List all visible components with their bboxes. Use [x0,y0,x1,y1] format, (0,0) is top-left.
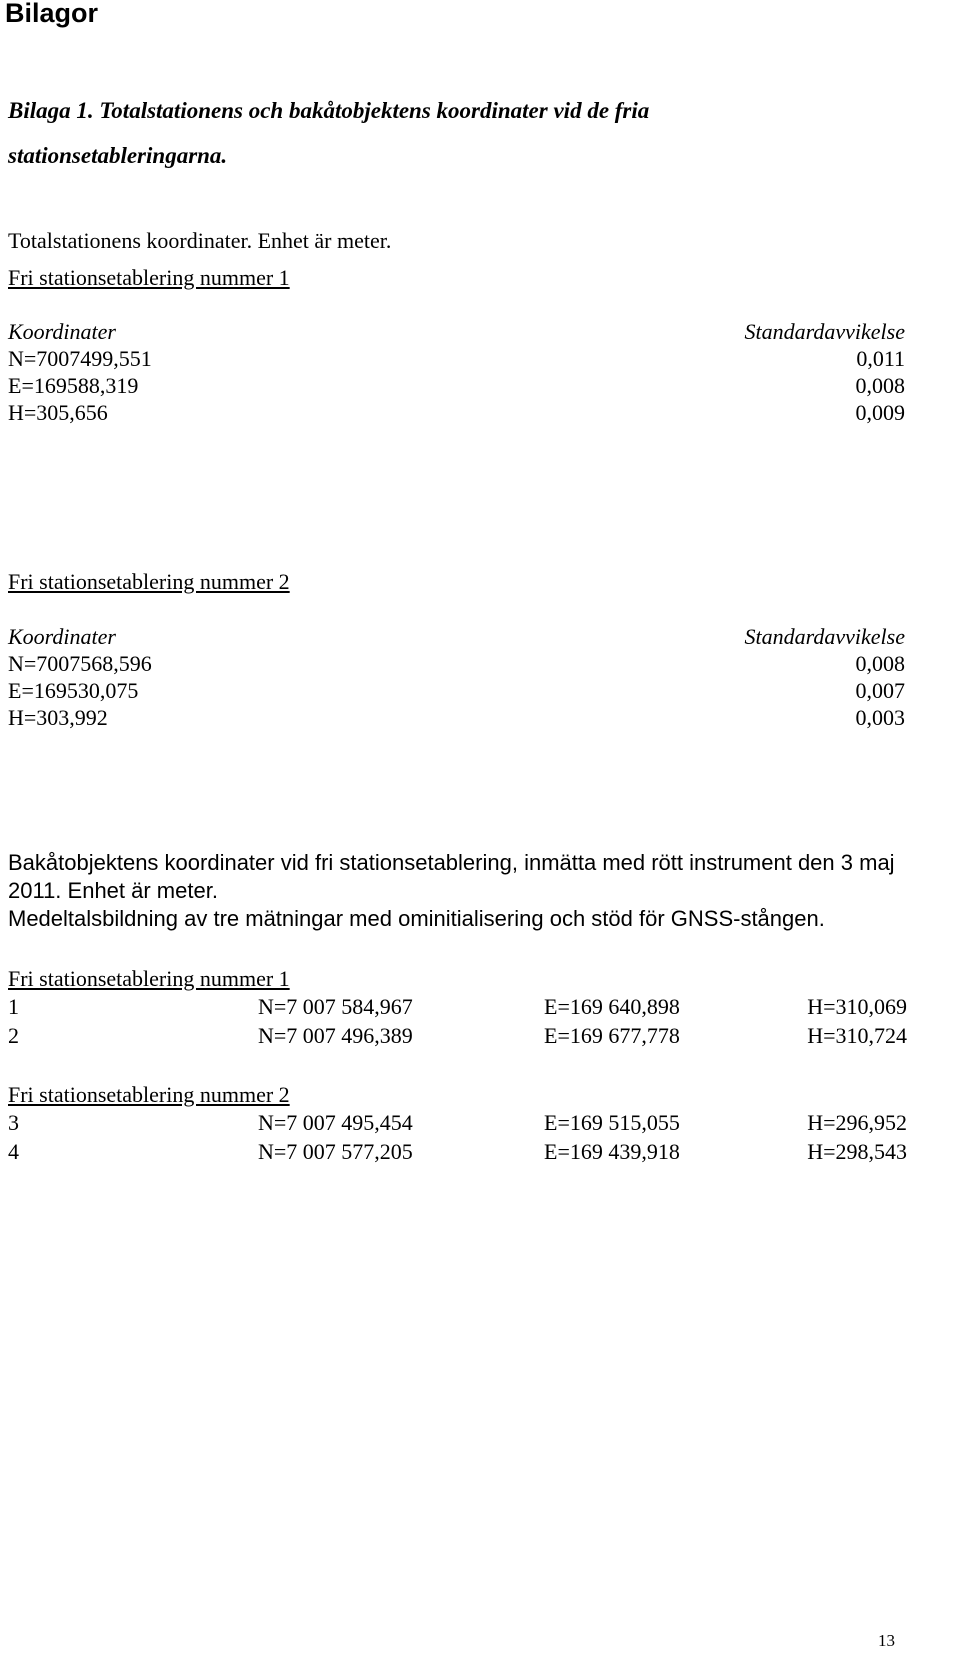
backsight-point1-h: H=310,069 [807,994,907,1019]
station2-title: Fri stationsetablering nummer 2 [8,569,290,594]
backsight-point3-e: E=169 515,055 [544,1110,680,1135]
station1-title: Fri stationsetablering nummer 1 [8,265,290,290]
backsight-group2-title: Fri stationsetablering nummer 2 [8,1082,290,1107]
backsight-point3-h: H=296,952 [807,1110,907,1135]
backsight-point3-n: N=7 007 495,454 [258,1110,413,1135]
section2-intro-line1: Bakåtobjektens koordinater vid fri stationsetablering, inmätta med rött instrument den 3 maj [8,850,895,875]
station2-std-header: Standardavvikelse [744,624,905,649]
station1-row-n-coord: N=7007499,551 [8,346,152,371]
backsight-group1-title: Fri stationsetablering nummer 1 [8,966,290,991]
page-number: 13 [878,1631,895,1650]
backsight-point2-id: 2 [8,1023,19,1048]
station2-row-e-coord: E=169530,075 [8,678,139,703]
station1-row-e-coord: E=169588,319 [8,373,139,398]
station2-row-n-std: 0,008 [855,651,905,676]
section2-intro-line3: Medeltalsbildning av tre mätningar med ominitialisering och stöd för GNSS-stången. [8,906,825,931]
backsight-point2-e: E=169 677,778 [544,1023,680,1048]
backsight-point1-n: N=7 007 584,967 [258,994,413,1019]
station2-row-h-std: 0,003 [855,705,905,730]
station2-coord-header: Koordinater [8,624,116,649]
backsight-point4-id: 4 [8,1139,19,1164]
backsight-point3-id: 3 [8,1110,19,1135]
station2-row-e-std: 0,007 [855,678,905,703]
backsight-point2-n: N=7 007 496,389 [258,1023,413,1048]
section1-intro: Totalstationens koordinater. Enhet är meter. [8,228,392,253]
page-title: Bilagor [5,0,99,28]
appendix-heading-line2: stationsetableringarna. [8,143,228,168]
station1-row-n-std: 0,011 [856,346,905,371]
backsight-point1-id: 1 [8,994,19,1019]
backsight-point1-e: E=169 640,898 [544,994,680,1019]
station1-std-header: Standardavvikelse [744,319,905,344]
backsight-point4-h: H=298,543 [807,1139,907,1164]
station2-row-n-coord: N=7007568,596 [8,651,152,676]
section2-intro-line2: 2011. Enhet är meter. [8,878,218,903]
appendix-heading-line1: Bilaga 1. Totalstationens och bakåtobjektens koordinater vid de fria [8,98,650,123]
station1-row-h-coord: H=305,656 [8,400,108,425]
station1-row-e-std: 0,008 [855,373,905,398]
station1-coord-header: Koordinater [8,319,116,344]
station1-row-h-std: 0,009 [855,400,905,425]
backsight-point4-e: E=169 439,918 [544,1139,680,1164]
backsight-point4-n: N=7 007 577,205 [258,1139,413,1164]
station2-row-h-coord: H=303,992 [8,705,108,730]
backsight-point2-h: H=310,724 [807,1023,907,1048]
